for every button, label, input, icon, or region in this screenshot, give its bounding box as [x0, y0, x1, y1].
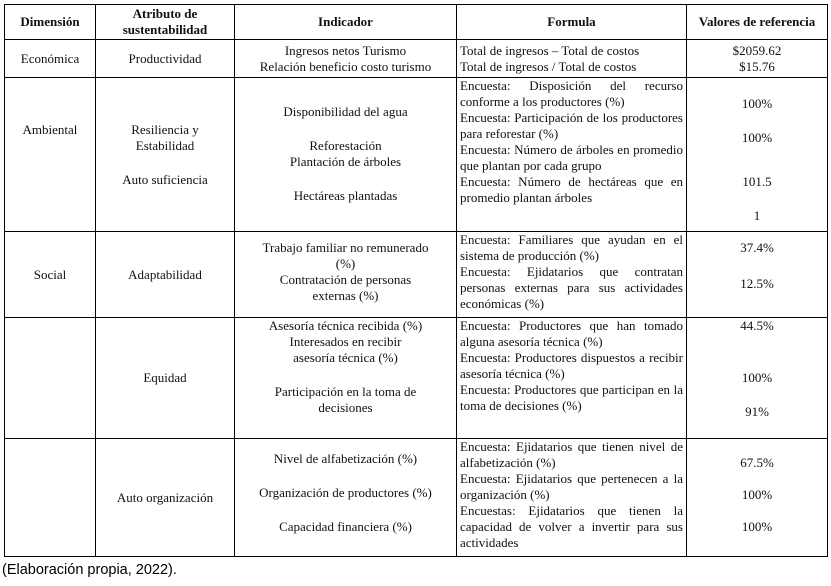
- formula-text: Encuesta: Ejidatarios que tienen nivel de alfabetización (%): [460, 439, 683, 470]
- indicator-text: Organización de productores (%): [259, 485, 432, 500]
- sustainability-indicators-table: [4, 4, 828, 557]
- value-text: 67.5%: [740, 455, 774, 470]
- value-text: 44.5%: [740, 318, 774, 333]
- attribute-text: Auto suficiencia: [122, 172, 208, 187]
- formula-text: Encuesta: Productores que han tomado alguna asesoría técnica (%): [460, 318, 683, 349]
- formula-text: Encuesta: Familiares que ayudan en el sistema de producción (%): [460, 232, 683, 263]
- formula-text: Encuesta: Productores que participan en la toma de decisiones (%): [460, 382, 683, 413]
- formula-text: Encuesta: Participación de los productores para reforestar (%): [460, 110, 683, 141]
- attribute-text: Resiliencia y Estabilidad: [131, 122, 199, 153]
- indicator-cell: [235, 232, 457, 318]
- formula-cell: [457, 232, 687, 318]
- header-indicator: Indicador: [235, 5, 457, 40]
- indicator-cell: [235, 40, 457, 78]
- formula-text: Encuesta: Productores dispuestos a recibir asesoría técnica (%): [460, 350, 683, 381]
- dimension-cell: [5, 318, 96, 439]
- formula-text: Total de ingresos – Total de costos: [460, 42, 640, 58]
- indicator-text: Reforestación: [309, 138, 382, 153]
- value-text: 100%: [741, 487, 773, 502]
- header-reference-values: Valores de referencia: [687, 5, 828, 40]
- value-text: 91%: [745, 404, 769, 419]
- indicator-text: Asesoría técnica recibida (%): [268, 318, 423, 333]
- value-text: 100%: [741, 519, 773, 534]
- value-cell: [687, 232, 828, 318]
- value-cell: [687, 40, 828, 78]
- table-source-caption: (Elaboración propia, 2022).: [2, 562, 177, 578]
- formula-text: Encuesta: Disposición del recurso conforme a los productores (%): [460, 78, 683, 109]
- indicator-text: Trabajo familiar no remunerado (%): [262, 240, 429, 271]
- row-social: [5, 232, 828, 318]
- value-text: 12.5%: [740, 276, 774, 291]
- formula-text: Encuesta: Ejidatarios que contratan personas externas para sus actividades económicas (%): [460, 264, 683, 311]
- value-text: 100%: [741, 370, 773, 385]
- indicator-text: Disponibilidad del agua: [283, 104, 408, 119]
- indicator-text: Relación beneficio costo turismo: [259, 58, 432, 74]
- attribute-cell: Auto organización: [96, 439, 235, 557]
- formula-text: Encuesta: Ejidatarios que pertenecen a la organización (%): [460, 471, 683, 502]
- attribute-cell: [96, 78, 235, 232]
- indicator-cell: [235, 439, 457, 557]
- formula-text: Encuesta: Número de hectáreas que en promedio plantan árboles: [460, 174, 683, 205]
- header-attribute: Atributo de sustentabilidad: [96, 5, 235, 40]
- attribute-cell: Equidad: [96, 318, 235, 439]
- indicator-text: Ingresos netos Turismo: [284, 42, 407, 58]
- value-text: $2059.62: [732, 42, 782, 58]
- formula-text: Total de ingresos / Total de costos: [460, 58, 637, 74]
- indicator-text: Nivel de alfabetización (%): [273, 451, 418, 466]
- value-text: 1: [753, 208, 761, 223]
- formula-text: Encuestas: Ejidatarios que tienen la capacidad de volver a invertir para sus actividades: [460, 503, 683, 550]
- indicator-text: Plantación de árboles: [289, 154, 402, 169]
- row-auto-organizacion: [5, 439, 828, 557]
- formula-cell: [457, 439, 687, 557]
- row-economica: [5, 40, 828, 78]
- value-cell: [687, 78, 828, 232]
- formula-cell: [457, 40, 687, 78]
- indicator-text: Interesados en recibir asesoría técnica (%): [289, 334, 402, 365]
- indicator-text: Participación en la toma de decisiones: [274, 384, 417, 415]
- row-equidad: [5, 318, 828, 439]
- indicator-text: Hectáreas plantadas: [293, 188, 398, 203]
- header-dimension: Dimensión: [5, 5, 96, 40]
- header-formula: Formula: [457, 5, 687, 40]
- value-text: $15.76: [739, 58, 775, 74]
- value-text: 100%: [741, 130, 773, 145]
- indicator-text: Contratación de personas externas (%): [279, 272, 412, 303]
- row-ambiental: [5, 78, 828, 232]
- dimension-cell: [5, 439, 96, 557]
- header-row: [5, 5, 828, 40]
- value-text: 37.4%: [740, 240, 774, 255]
- dimension-cell: Social: [5, 232, 96, 318]
- value-cell: [687, 439, 828, 557]
- attribute-cell: Productividad: [96, 40, 235, 78]
- formula-cell: [457, 318, 687, 439]
- formula-cell: [457, 78, 687, 232]
- dimension-cell: Ambiental: [5, 78, 96, 232]
- value-cell: [687, 318, 828, 439]
- dimension-cell: Económica: [5, 40, 96, 78]
- indicator-cell: [235, 318, 457, 439]
- indicator-text: Capacidad financiera (%): [279, 519, 412, 534]
- attribute-cell: Adaptabilidad: [96, 232, 235, 318]
- value-text: 101.5: [742, 174, 772, 189]
- indicator-cell: [235, 78, 457, 232]
- value-text: 100%: [741, 96, 773, 111]
- formula-text: Encuesta: Número de árboles en promedio que plantan por cada grupo: [460, 142, 683, 173]
